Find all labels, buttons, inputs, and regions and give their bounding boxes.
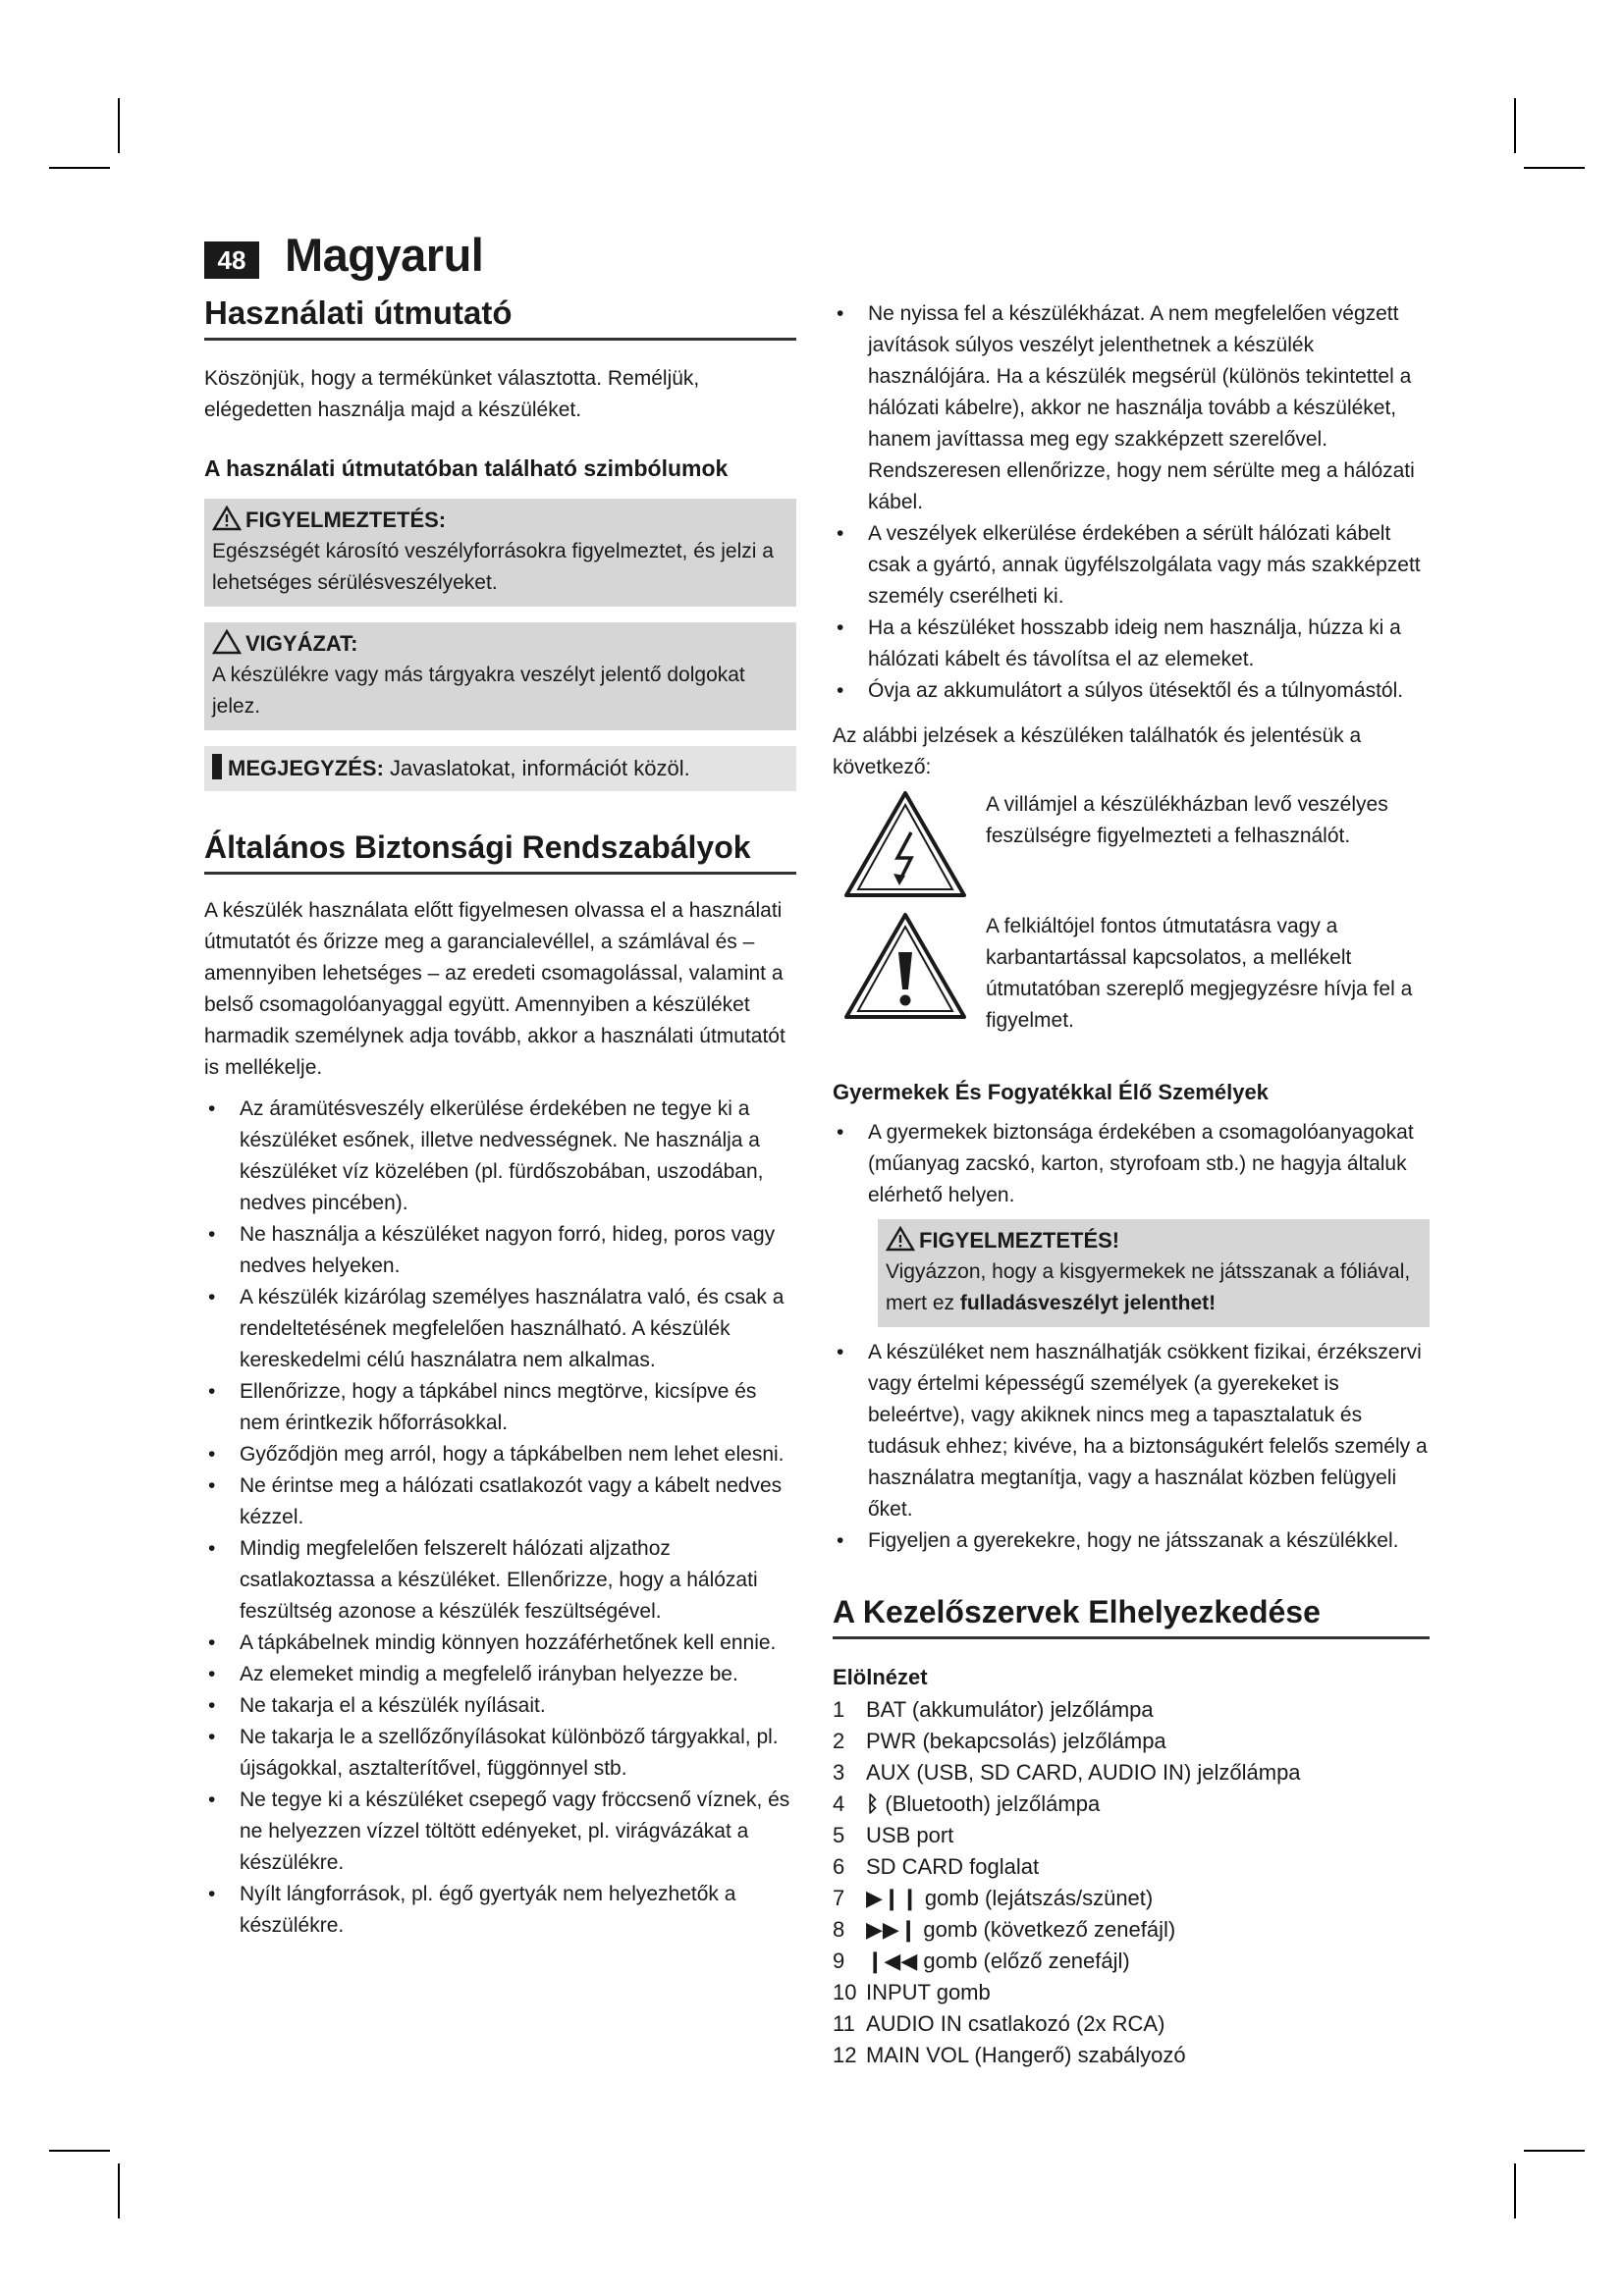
list-item: • A készüléket nem használhatják csökkent fizikai, érzékszervi vagy értelmi képességű személyek (a gyerekeket is beleértve), vagy akiknek nincs meg a tapasztalatuk és tudásuk ehhez; kivéve, ha a biztonságukért felelős személy a használatra megtanítja, vagy a használat közben felügyeli őket. (833, 1337, 1430, 1525)
list-item: • Ne takarja el a készülék nyílásait. (204, 1690, 796, 1722)
list-item: 2 PWR (bekapcsolás) jelzőlámpa (833, 1729, 1166, 1753)
lightning-warning-icon (842, 789, 968, 899)
crop-mark (49, 167, 110, 169)
front-view-heading: Elölnézet (833, 1665, 928, 1689)
list-item: • Ne nyissa fel a készülékházat. A nem megfelelően végzett javítások súlyos veszélyt jelenthetnek a készülék használójára. Ha a készülék megsérül (különös tekintettel a hálózati kábelre), akkor ne használja tovább a készüléket, hanem javíttassa meg egy szakképzett szerelővel. Rendszeresen ellenőrizze, hogy nem sérülte meg a hálózati kábel. (833, 298, 1430, 518)
previous-track-icon: ❙◀◀ (866, 1949, 924, 1973)
list-item: • Az áramütésveszély elkerülése érdekében ne tegye ki a készüléket esőnek, illetve nedvességnek. Ne használja a készüléket víz közelében (pl. fürdőszobában, uszodában, nedves pincében). (204, 1094, 796, 1219)
lightning-sign (842, 789, 1430, 899)
language-title: Magyarul (285, 229, 484, 281)
list-item: 11 AUDIO IN csatlakozó (2x RCA) (833, 2011, 1165, 2036)
warning-text: Egészségét károsító veszélyforrásokra figyelmeztet, és jelzi a lehetséges sérülésveszélyeket. (212, 540, 774, 594)
crop-mark (49, 2150, 110, 2152)
list-item: • Ne takarja le a szellőzőnyílásokat különböző tárgyakkal, pl. újságokkal, asztalterítővel, függönnyel stb. (204, 1722, 796, 1785)
children-warning-title: FIGYELMEZTETÉS! (919, 1228, 1120, 1253)
list-item: • A veszélyek elkerülése érdekében a sérült hálózati kábelt csak a gyártó, annak ügyfélszolgálata vagy más szakképzett személy cserélheti ki. (833, 518, 1430, 613)
children-list-2 (833, 1337, 1430, 1557)
section-title-safety: Általános Biztonsági Rendszabályok (204, 829, 796, 875)
bluetooth-icon: ᛒ (866, 1791, 886, 1816)
list-item: 12 MAIN VOL (Hangerő) szabályozó (833, 2043, 1186, 2067)
list-item: • Az elemeket mindig a megfelelő irányban helyezze be. (204, 1659, 796, 1690)
note-title: MEGJEGYZÉS: (228, 756, 384, 780)
list-item: 4 ᛒ (Bluetooth) jelzőlámpa (833, 1791, 1101, 1816)
warning-triangle-icon (886, 1226, 915, 1252)
children-warning-box (878, 1219, 1430, 1327)
note-text: Javaslatokat, információt közöl. (390, 756, 690, 780)
symbols-heading: A használati útmutatóban található szimbólumok (204, 455, 729, 481)
list-item: 9 ❙◀◀ gomb (előző zenefájl) (833, 1949, 1130, 1973)
children-warning-bold: fulladásveszélyt jelenthet! (959, 1292, 1217, 1314)
list-item: • Figyeljen a gyerekekre, hogy ne játsszanak a készülékkel. (833, 1525, 1430, 1557)
controls-list (833, 1694, 1430, 2071)
list-item: • Ha a készüléket hosszabb ideig nem használja, húzza ki a hálózati kábelt és távolítsa el az elemeket. (833, 613, 1430, 675)
manual-intro: Köszönjük, hogy a termékünket választotta. Reméljük, elégedetten használja majd a készüléket. (204, 367, 700, 421)
info-icon (212, 754, 222, 779)
children-list (833, 1117, 1430, 1211)
list-item: • Ne tegye ki a készüléket csepegő vagy fröccsenő víznek, és ne helyezzen vízzel töltött edényeket, pl. virágvázákat a készülékre. (204, 1785, 796, 1879)
next-track-icon: ▶▶❙ (866, 1917, 924, 1942)
list-item: • A készülék kizárólag személyes használatra való, és csak a rendeltetésének megfelelően használható. A készülék kereskedelmi célú használatra nem alkalmas. (204, 1282, 796, 1376)
crop-mark (1514, 2163, 1516, 2218)
note-box (204, 746, 796, 791)
children-warning-text: Vigyázzon, hogy a kisgyermekek ne játsszanak a fóliával, mert ez (886, 1260, 1411, 1314)
safety-list-continued (833, 298, 1430, 707)
exclamation-sign (842, 911, 1430, 1037)
list-item: 10 INPUT gomb (833, 1980, 991, 2004)
page-number: 48 (204, 241, 259, 279)
warning-title: FIGYELMEZTETÉS: (245, 507, 447, 532)
exclamation-text: A felkiáltójel fontos útmutatásra vagy a karbantartással kapcsolatos, a mellékelt útmutatóban szereplő megjegyzésre hívja fel a figyelmet. (986, 915, 1413, 1032)
section-title-manual: Használati útmutató (204, 294, 796, 341)
list-item: 5 USB port (833, 1823, 954, 1847)
exclamation-warning-icon (842, 911, 968, 1021)
warning-box (204, 499, 796, 607)
list-item: • A gyermekek biztonsága érdekében a csomagolóanyagokat (műanyag zacskó, karton, styrofoam stb.) ne hagyja általuk elérhető helyen. (833, 1117, 1430, 1211)
list-item: • Mindig megfelelően felszerelt hálózati aljzathoz csatlakoztassa a készüléket. Ellenőrizze, hogy a hálózati feszültség azonose a készülék feszültségével. (204, 1533, 796, 1628)
caution-text: A készülékre vagy más tárgyakra veszélyt jelentő dolgokat jelez. (212, 664, 745, 718)
crop-mark (1514, 98, 1516, 153)
crop-mark (118, 2163, 120, 2218)
safety-intro: A készülék használata előtt figyelmesen olvassa el a használati útmutatót és őrizze meg a garancialevéllel, a számlával és – amennyiben lehetséges – az eredeti csomagolással, valamint a belső csomagolóanyaggal együtt. Amennyiben a készüléket harmadik személynek adja tovább, akkor a használati útmutatót is mellékelje. (204, 899, 785, 1079)
caution-title: VIGYÁZAT: (245, 631, 358, 656)
crop-mark (1524, 2150, 1585, 2152)
lightning-text: A villámjel a készülékházban levő veszélyes feszülségre figyelmezteti a felhasználót. (986, 793, 1388, 847)
list-item: • Ellenőrizze, hogy a tápkábel nincs megtörve, kicsípve és nem érintkezik hőforrásokkal. (204, 1376, 796, 1439)
warning-triangle-icon (212, 506, 242, 531)
list-item: 6 SD CARD foglalat (833, 1854, 1040, 1879)
list-item: • Győződjön meg arról, hogy a tápkábelben nem lehet elesni. (204, 1439, 796, 1470)
list-item: • Óvja az akkumulátort a súlyos ütésektől és a túlnyomástól. (833, 675, 1430, 707)
list-item: • Ne érintse meg a hálózati csatlakozót vagy a kábelt nedves kézzel. (204, 1470, 796, 1533)
play-pause-icon: ▶❙❙ (866, 1886, 925, 1910)
crop-mark (118, 98, 120, 153)
signs-intro: Az alábbi jelzések a készüléken találhatók és jelentésük a következő: (833, 724, 1362, 778)
safety-list (204, 1094, 796, 1942)
list-item: 3 AUX (USB, SD CARD, AUDIO IN) jelzőlámpa (833, 1760, 1301, 1785)
list-item: • Nyílt lángforrások, pl. égő gyertyák nem helyezhetők a készülékre. (204, 1879, 796, 1942)
list-item: 7 ▶❙❙ gomb (lejátszás/szünet) (833, 1886, 1154, 1910)
list-item: 1 BAT (akkumulátor) jelzőlámpa (833, 1697, 1154, 1722)
children-heading: Gyermekek És Fogyatékkal Élő Személyek (833, 1080, 1269, 1104)
caution-triangle-icon (212, 629, 242, 655)
section-title-controls: A Kezelőszervek Elhelyezkedése (833, 1594, 1430, 1639)
crop-mark (1524, 167, 1585, 169)
list-item: 8 ▶▶❙ gomb (következő zenefájl) (833, 1917, 1176, 1942)
caution-box (204, 622, 796, 730)
list-item: • Ne használja a készüléket nagyon forró, hideg, poros vagy nedves helyeken. (204, 1219, 796, 1282)
list-item: • A tápkábelnek mindig könnyen hozzáférhetőnek kell ennie. (204, 1628, 796, 1659)
